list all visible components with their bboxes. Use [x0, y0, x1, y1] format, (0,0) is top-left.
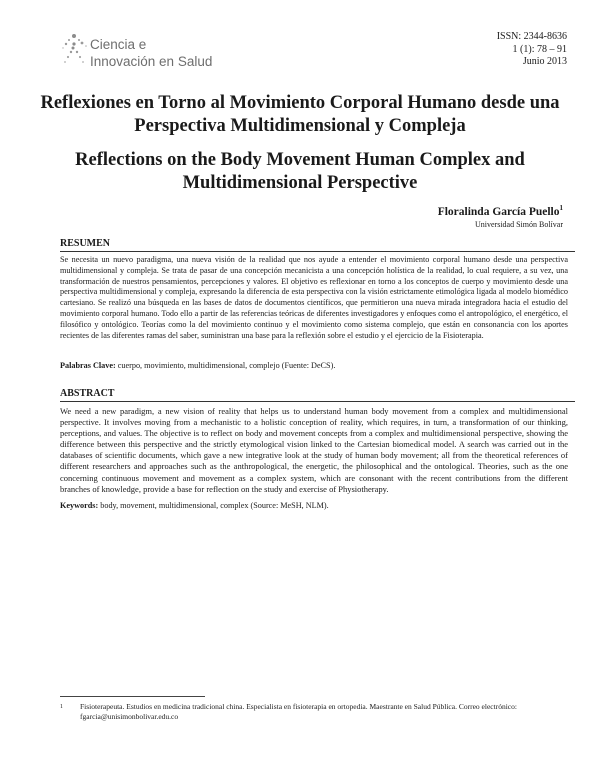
footnote-number: 1 — [60, 704, 63, 710]
resumen-heading: RESUMEN — [60, 238, 111, 249]
volume-pages: 1 (1): 78 – 91 — [512, 43, 567, 55]
journal-name — [90, 36, 212, 70]
publication-date: Junio 2013 — [522, 56, 567, 67]
abstract-keywords-label: Keywords: — [60, 501, 99, 510]
resumen-keywords-text: cuerpo, movimiento, multidimensional, complejo (Fuente: DeCS). — [117, 361, 336, 370]
abstract-rule — [60, 401, 575, 402]
footnote-text: Fisioterapeuta. Estudios en medicina tradicional china. Especialista en fisioterapia en ortopedia. Maestrante en Salud Pública. Correo electrónico: fgarcia@unisimonbolivar.edu.co — [80, 702, 517, 721]
author-footnote-mark: 1 — [559, 204, 563, 212]
publication-info — [497, 31, 567, 69]
abstract-heading: ABSTRACT — [60, 388, 115, 399]
title-english: Reflections on the Body Movement Human Complex and Multidimensional Perspective — [75, 150, 525, 193]
abstract-keywords-text: body, movement, multidimensional, complex (Source: MeSH, NLM). — [100, 501, 329, 510]
journal-name-line1: Ciencia e — [90, 37, 147, 52]
footnote — [60, 702, 568, 722]
author-affiliation: Universidad Simón Bolívar — [475, 220, 563, 229]
resumen-keywords — [60, 361, 568, 372]
dancer-figure-icon — [62, 32, 88, 68]
issn: ISSN: 2344-8636 — [496, 31, 567, 42]
journal-logo — [62, 30, 232, 74]
abstract-text: We need a new paradigm, a new vision of reality that helps us to understand human body movement from a complex and multidimensional perspective. It involves moving from a mechanistic to a holistic conception of reality, which requires, in turn, a transformation of our thinking, perceptions, and values. The objective is to reflect on body and movement concepts from a complex and multidimensional perspective, showing the difference between this perspective and the strictly etymological vision linked to the Cartesian biomedical model. A search was carried out in the databases of scientific documents, which gave a new integrative look at the study of human body movement; all from the theoretical references of different researchers and approaches such as the anthropological, the energetic, the philosophical and the ontological. Theories, such as the one concerning continuous movement and movement as a complex system, which are consonant with the recent contributions from the different branches of knowledge, provide a base for reflection on the study and exercise of Physiotherapy. — [60, 406, 568, 494]
resumen-text: Se necesita un nuevo paradigma, una nueva visión de la realidad que nos ayude a entender el movimiento corporal humano desde una perspectiva multidimensional y compleja. Se trata de pasar de una concepción mecanicista a una concepción holística de la realidad, lo cual requiere, a su vez, una transformación de nuestros pensamientos, percepciones y valores. El objetivo es reflexionar en torno a los conceptos de cuerpo y movimiento desde una perspectiva multidimensional y compleja, expresando la diferencia de esta perspectiva con la visión estrictamente etimológica ligada al modelo biomédico cartesiano. Se realizó una búsqueda en las bases de datos de documentos científicos, que permitieron una nueva mirada integradora hacia el estudio del movimiento corporal humano. Todo ello a partir de las referencias teóricas de diferentes investigadores y enfoques como el antropológico, el energético, el filosófico y ontológico. Teorías como la del movimiento continuo y el movimiento como sistema complejo, que están en consonancia con los aportes recientes de las diferentes ramas del saber, suministran una base para la reflexión sobre el estudio y el ejercicio de la Fisioterapia. — [60, 255, 568, 340]
resumen-rule — [60, 251, 575, 252]
author-name — [438, 204, 563, 218]
abstract-keywords — [60, 501, 568, 512]
author-name-text: Floralinda García Puello — [437, 205, 560, 218]
journal-name-line2: Innovación en Salud — [90, 54, 213, 69]
footnote-rule — [60, 696, 205, 697]
resumen-keywords-label: Palabras Clave: — [60, 361, 116, 370]
title-spanish: Reflexiones en Torno al Movimiento Corporal Humano desde una Perspectiva Multidimensional y Compleja — [40, 93, 560, 136]
